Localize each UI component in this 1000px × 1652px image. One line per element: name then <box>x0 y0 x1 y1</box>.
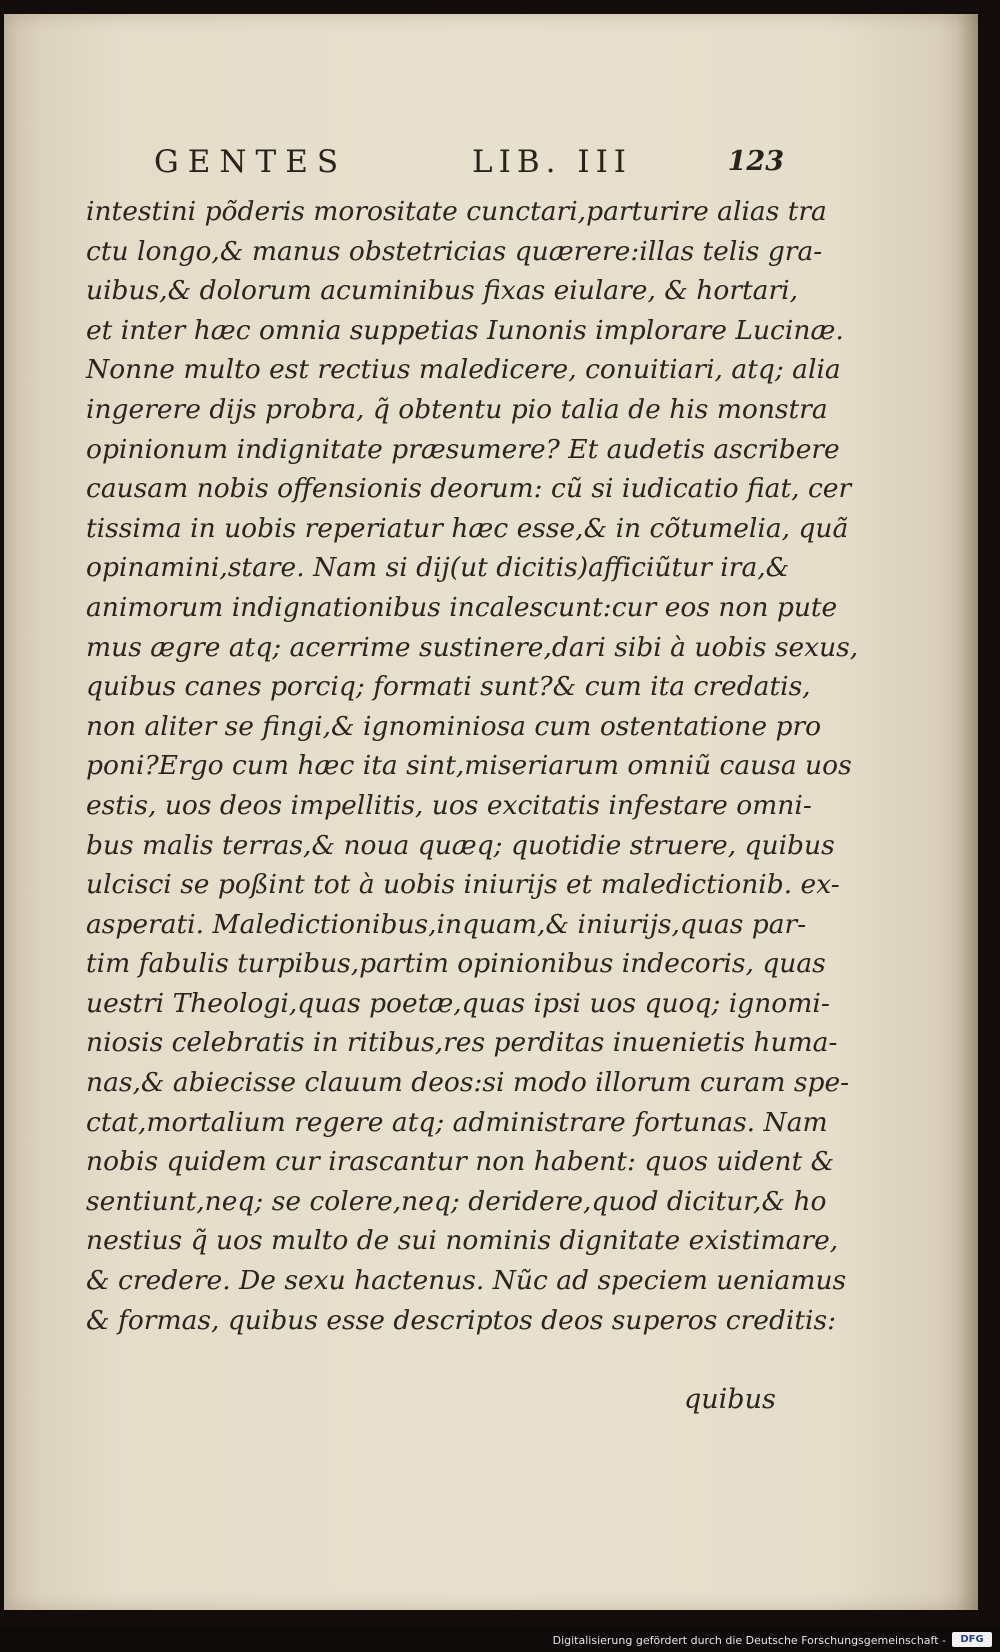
running-head-book: LIB. III <box>472 144 633 180</box>
text-line: estis, uos deos impellitis, uos excitatis infestare omni- <box>86 789 812 821</box>
text-line: mus ægre atq; acerrime sustinere,dari sibi à uobis sexus, <box>86 631 859 663</box>
text-line: causam nobis offensionis deorum: cũ si iudicatio fiat, cer <box>86 473 852 505</box>
book-page <box>4 14 978 1610</box>
body-text <box>86 192 859 1340</box>
digitization-footer <box>0 1626 1000 1652</box>
text-line: tim fabulis turpibus,partim opinionibus indecoris, quas <box>86 948 826 980</box>
text-line: quibus canes porciq; formati sunt?& cum ita credatis, <box>86 671 811 703</box>
page-edge-shadow <box>956 14 978 1610</box>
text-line: non aliter se fingi,& ignominiosa cum ostentatione pro <box>86 710 822 742</box>
text-line: et inter hæc omnia suppetias Iunonis implorare Lucinæ. <box>86 314 844 346</box>
text-line: ctat,mortalium regere atq; administrare fortunas. Nam <box>86 1106 828 1138</box>
text-line: intestini põderis morositate cunctari,parturire alias tra <box>86 196 827 227</box>
text-line: & formas, quibus esse descriptos deos superos creditis: <box>86 1304 837 1336</box>
text-line: poni?Ergo cum hæc ita sint,miseriarum omniũ causa uos <box>86 750 852 782</box>
running-head-title: GENTES <box>154 144 348 180</box>
text-line: uestri Theologi,quas poetæ,quas ipsi uos quoq; ignomi- <box>86 987 830 1019</box>
catchword: quibus <box>684 1384 776 1415</box>
dfg-logo: DFG <box>952 1632 992 1647</box>
text-line: ulcisci se poßint tot à uobis iniurijs et maledictionib. ex- <box>86 869 840 901</box>
text-line: ingerere dijs probra, q̃ obtentu pio talia de his monstra <box>86 393 828 425</box>
text-line: asperati. Maledictionibus,inquam,& iniurijs,quas par- <box>86 908 807 940</box>
text-line: nestius q̃ uos multo de sui nominis dignitate existimare, <box>86 1225 839 1257</box>
folio-number: 123 <box>727 146 784 177</box>
text-line: niosis celebratis in ritibus,res perditas inuenietis huma- <box>86 1027 838 1059</box>
text-line: Nonne multo est rectius maledicere, conuitiari, atq; alia <box>86 354 841 386</box>
text-line: ctu longo,& manus obstetricias quærere:illas telis gra- <box>86 235 823 267</box>
text-line: tissima in uobis reperiatur hæc esse,& in cõtumelia, quã <box>86 512 849 544</box>
text-line: opinionum indignitate præsumere? Et audetis ascribere <box>86 433 840 465</box>
text-line: & credere. De sexu hactenus. Nũc ad speciem ueniamus <box>86 1265 847 1297</box>
text-line: nobis quidem cur irascantur non habent: quos uident & <box>86 1146 835 1178</box>
text-line: opinamini,stare. Nam si dij(ut dicitis)afficiũtur ira,& <box>86 552 790 584</box>
text-line: sentiunt,neq; se colere,neq; deridere,quod dicitur,& ho <box>86 1185 827 1217</box>
funding-credit: Digitalisierung gefördert durch die Deutsche Forschungsgemeinschaft - <box>552 1634 946 1647</box>
text-line: bus malis terras,& noua quæq; quotidie struere, quibus <box>86 829 835 861</box>
text-line: nas,& abiecisse clauum deos:si modo illorum curam spe- <box>86 1067 850 1099</box>
text-line: uibus,& dolorum acuminibus fixas eiulare, & hortari, <box>86 275 799 307</box>
text-line: animorum indignationibus incalescunt:cur eos non pute <box>86 591 838 623</box>
running-head <box>154 144 784 184</box>
